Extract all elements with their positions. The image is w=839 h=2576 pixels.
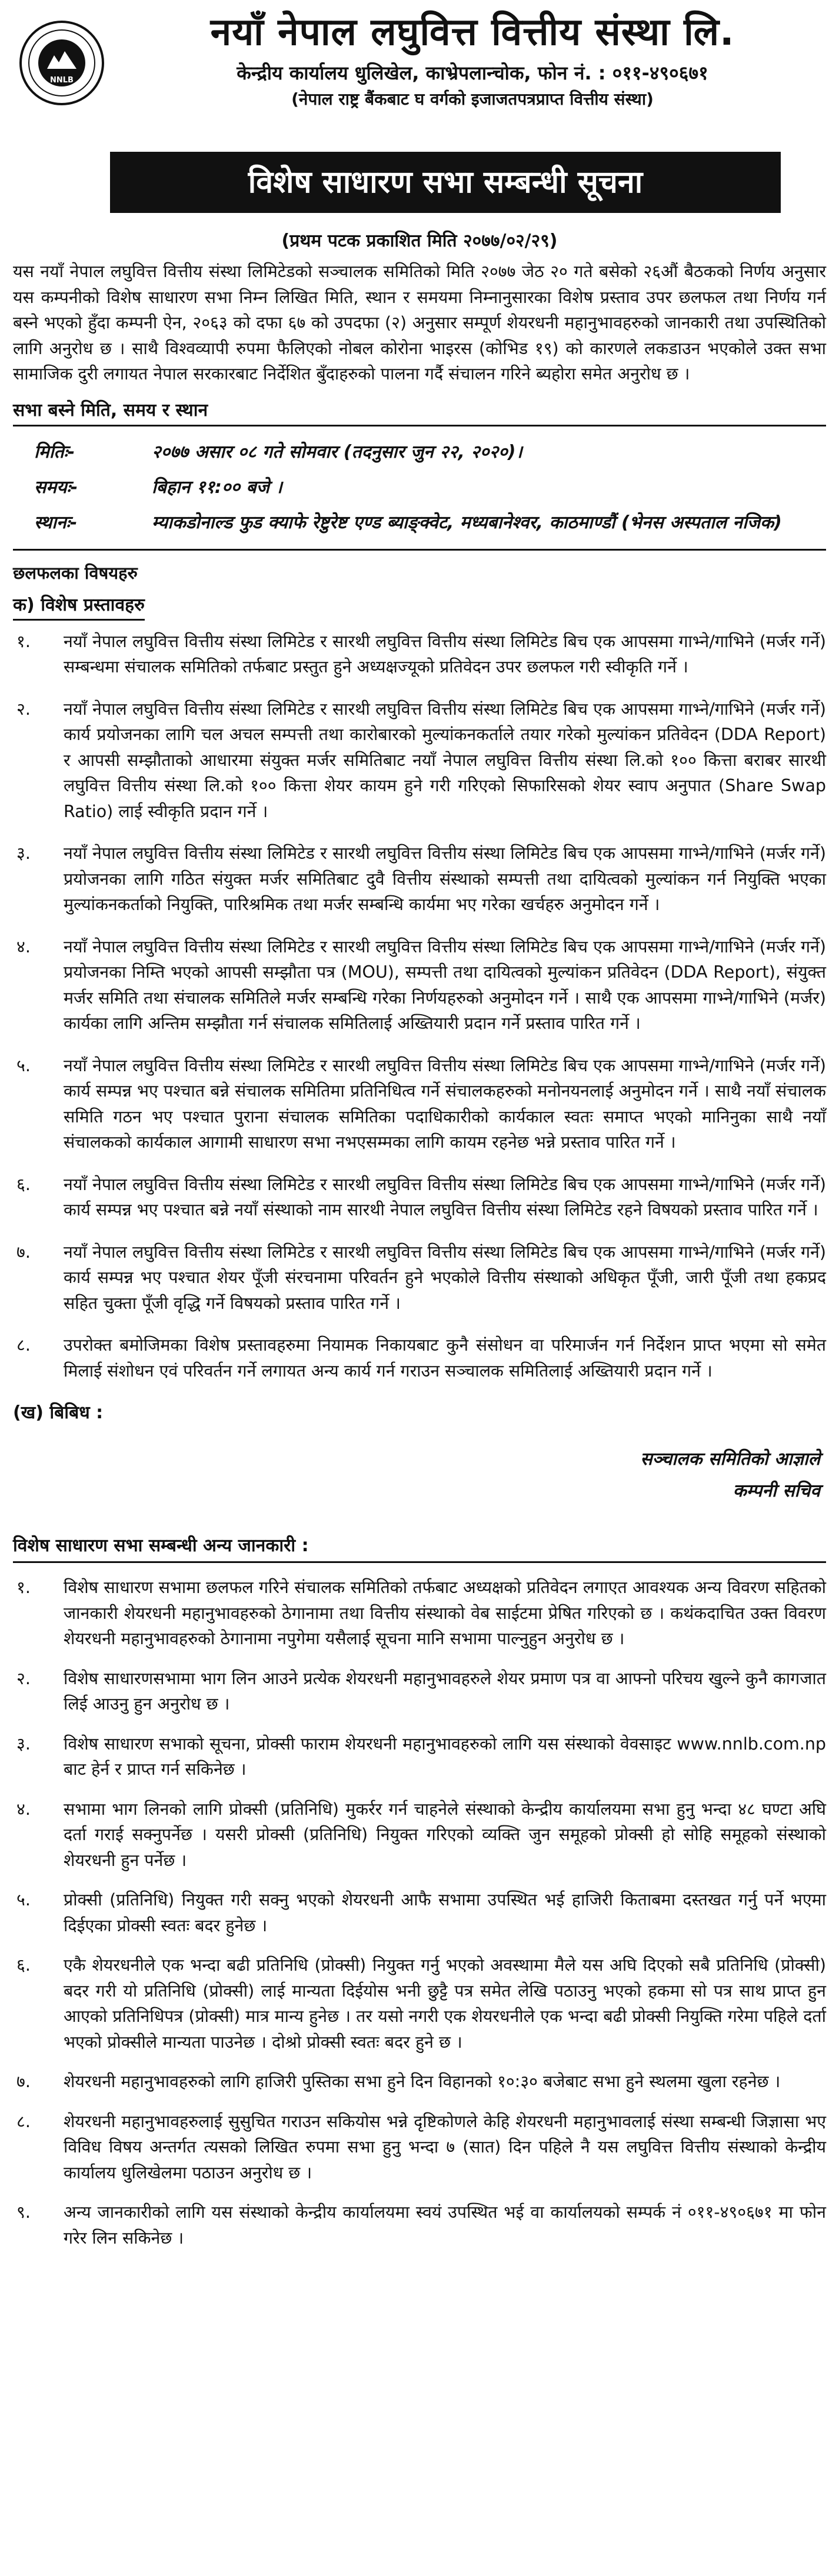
- item-text: नयाँ नेपाल लघुवित्त वित्तीय संस्था लिमिटेड र सारथी लघुवित्त वित्तीय संस्था लिमिटेड बिच एक आपसमा गाभ्ने/गाभिने (मर्जर गर्ने) कार्य सम्पन्न भए पश्चात बन्ने संचालक समितिमा प्रतिनिधित्व गर्ने संचालकहरुको मनोनयनलाई अनुमोदन गर्ने । साथै नयाँ संचालक समिति गठन भए पश्चात पुराना संचालक समितिका पदाधिकारीको कार्यकाल स्वतः समाप्त भएको मानिनुका साथै नयाँ संचालकको कार्यकाल आगामी साधारण सभा नभएसम्मका लागि कायम रहनेछ भन्ने प्रस्ताव पारित गर्ने ।: [64, 1055, 826, 1152]
- list-item: [13, 2200, 826, 2251]
- intro-paragraph: यस नयाँ नेपाल लघुवित्त वित्तीय संस्था लिमिटेडको सञ्चालक समितिको मिति २०७७ जेठ २० गते बसेको २६औं बैठकको निर्णय अनुसार यस कम्पनीको विशेष साधारण सभा निम्न लिखित मिति, स्थान र समयमा निम्नानुसारका विशेष प्रस्ताव उपर छलफल तथा निर्णय गर्न बस्ने भएको हुँदा कम्पनी ऐन, २०६३ को दफा ६७ को उपदफा (२) अनुसार सम्पूर्ण शेयरधनी महानुभावहरुको जानकारी तथा उपस्थितिको लागि अनुरोध छ । साथै विश्वव्यापी रुपमा फैलिएको नोबल कोरोना भाइरस (कोभिड १९) को कारणले लकडाउन भएकोले उक्त सभा सामाजिक दुरी लगायत नेपाल सरकारबाट निर्देशित बुँदाहरुको पालना गर्दै संचालन गरिने ब्यहोरा समेत अनुरोध छ ।: [13, 262, 826, 384]
- item-text: प्रोक्सी (प्रतिनिधि) नियुक्त गरी सक्नु भएको शेयरधनी आफै सभामा उपस्थित भई हाजिरी किताबमा दस्तखत गर्नु पर्ने भएमा दिईएका प्रोक्सी स्वतः बदर हुनेछ ।: [64, 1890, 826, 1935]
- item-text: नयाँ नेपाल लघुवित्त वित्तीय संस्था लिमिटेड र सारथी लघुवित्त वित्तीय संस्था लिमिटेड बिच एक आपसमा गाभ्ने/गाभिने (मर्जर गर्ने) कार्य सम्पन्न भए पश्चात शेयर पूँजी संरचनामा परिवर्तन हुने भएकोले वित्तीय संस्थाको अधिकृत पूँजी, जारी पूँजी तथा हकप्रद सहित चुक्ता पूँजी वृद्धि गर्ने विषयको प्रस्ताव पारित गर्ने ।: [64, 1242, 826, 1313]
- special-proposals-heading: क) विशेष प्रस्तावहरु: [13, 592, 145, 621]
- item-text: विशेष साधारण सभामा छलफल गरिने संचालक समितिको तर्फबाट अध्यक्षको प्रतिवेदन लगाएत आवश्यक अन्य विवरण सहितको जानकारी शेयरधनी महानुभावहरुको ठेगानामा तथा वित्तीय संस्थाको वेब साईटमा प्रेषित गरिएको छ । कथंकदाचित उक्त विवरण शेयरधनी महानुभावहरुको ठेगानामा नपुगेमा यसैलाई सूचना मानि सभामा पाल्नुहुन अनुरोध छ ।: [64, 1578, 826, 1648]
- list-item: [13, 1952, 826, 2055]
- item-number: ७.: [16, 2072, 31, 2091]
- other-info-list: [13, 1575, 826, 2251]
- logo-text: NNLB: [50, 76, 74, 85]
- list-item: [13, 934, 826, 1037]
- meeting-date-value: २०७७ असार ०८ गते सोमवार (तदनुसार जुन २२, २०२०)।: [152, 441, 522, 462]
- item-number: ८.: [16, 2111, 31, 2131]
- item-text: शेयरधनी महानुभावहरुको लागि हाजिरी पुस्तिका सभा हुने दिन विहानको १०:३० बजेबाट सभा हुने स्थलमा खुला रहनेछ ।: [64, 2072, 781, 2091]
- organization-logo: [18, 19, 106, 107]
- org-block: [131, 8, 814, 112]
- other-info-heading: विशेष साधारण सभा सम्बन्धी अन्य जानकारी :: [13, 1533, 826, 1563]
- list-item: [13, 1332, 826, 1384]
- list-item: [13, 2069, 826, 2095]
- item-number: ४.: [16, 937, 31, 957]
- list-item: [13, 697, 826, 825]
- item-number: २.: [16, 699, 31, 719]
- item-text: एकै शेयरधनीले एक भन्दा बढी प्रतिनिधि (प्रोक्सी) नियुक्त गर्नु भएको अवस्थामा मैले यस अघि दिएको सबै प्रतिनिधि (प्रोक्सी) बदर गरी यो प्रतिनिधि (प्रोक्सी) लाई मान्यता दिईयोस भनी छुट्टै पत्र समेत लेखि पठाउनु भएको हकमा सो पत्र साथ प्राप्त हुन आएको प्रतिनिधिपत्र (प्रोक्सी) मात्र मान्य हुनेछ । तर यसो नगरी एक शेयरधनीले एक भन्दा बढी प्रोक्सी नियुक्ति गरेमा पहिले दर्ता भएको प्रोक्सीले मान्यता पाउनेछ । दोश्रो प्रोक्सी स्वतः बदर हुने छ ।: [64, 1955, 826, 2052]
- list-item: [13, 1239, 826, 1317]
- first-published-date: (प्रथम पटक प्रकाशित मिति २०७७/०२/२९): [281, 231, 558, 251]
- meeting-details: [34, 435, 826, 541]
- item-number: ८.: [16, 1335, 31, 1355]
- org-address: केन्द्रीय कार्यालय धुलिखेल, काभ्रेपलान्चोक, फोन नं. : ०११-४९०६७१: [237, 62, 708, 84]
- item-text: नयाँ नेपाल लघुवित्त वित्तीय संस्था लिमिटेड र सारथी लघुवित्त वित्तीय संस्था लिमिटेड बिच एक आपसमा गाभ्ने/गाभिने (मर्जर गर्ने) सम्बन्धमा संचालक समितिको तर्फबाट प्रस्तुत हुने अध्यक्षज्यूको प्रतिवेदन उपर छलफल गरी स्वीकृति गर्ने ।: [64, 631, 826, 677]
- item-number: ६.: [16, 1955, 31, 1975]
- item-number: १.: [16, 1578, 31, 1597]
- meeting-heading: सभा बस्ने मिति, समय र स्थान: [13, 398, 826, 426]
- signoff-order: सञ्चालक समितिको आज्ञाले: [640, 1449, 820, 1469]
- signoff-secretary: कम्पनी सचिव: [733, 1481, 820, 1501]
- item-number: ३.: [16, 844, 31, 863]
- divider: [13, 549, 826, 551]
- item-number: ९.: [16, 2202, 31, 2222]
- item-text: विशेष साधारण सभाको सूचना, प्रोक्सी फाराम शेयरधनी महानुभावहरुको लागि यस संस्थाको वेवसाइट www.nnlb.com.np बाट हेर्न र प्राप्त गर्न सकिनेछ ।: [64, 1734, 826, 1779]
- item-text: शेयरधनी महानुभावहरुलाई सुसुचित गराउन सकियोस भन्ने दृष्टिकोणले केहि शेयरधनी महानुभावलाई संस्था सम्बन्धी जिज्ञासा भए विविध विषय अन्तर्गत त्यसको लिखित रुपमा सभा हुनु भन्दा ७ (सात) दिन पहिले नै यस लघुवित्त वित्तीय संस्थाको केन्द्रीय कार्यालय धुलिखेलमा पठाउन अनुरोध छ ।: [64, 2111, 826, 2182]
- list-item: [13, 2109, 826, 2186]
- item-number: ४.: [16, 1799, 31, 1819]
- item-number: ६.: [16, 1174, 31, 1194]
- item-text: नयाँ नेपाल लघुवित्त वित्तीय संस्था लिमिटेड र सारथी लघुवित्त वित्तीय संस्था लिमिटेड बिच एक आपसमा गाभ्ने/गाभिने (मर्जर गर्ने) प्रयोजनका लागि गठित संयुक्त मर्जर समितिबाट दुवै वित्तीय संस्थाको सम्पत्ती तथा दायित्वको मुल्यांकन गर्न नियुक्ति भएका मुल्यांकनकर्ताको नियुक्ति, पारिश्रमिक तथा मर्जर सम्बन्धि कार्यमा भए गरेका खर्चहरु अनुमोदन गर्ने ।: [64, 844, 826, 914]
- list-item: [13, 1575, 826, 1652]
- meeting-place-row: [34, 505, 826, 541]
- agenda-heading: छलफलका विषयहरु: [13, 562, 138, 583]
- item-text: अन्य जानकारीको लागि यस संस्थाको केन्द्रीय कार्यालयमा स्वयं उपस्थित भई वा कार्यालयको सम्पर्क नं ०११-४९०६७१ मा फोन गरेर लिन सकिनेछ ।: [64, 2202, 826, 2248]
- org-name: नयाँ नेपाल लघुवित्त वित्तीय संस्था लि.: [210, 11, 735, 54]
- meeting-date-label: मितिः-: [34, 441, 75, 462]
- meeting-place-label: स्थानः-: [34, 512, 78, 533]
- special-proposals-list: [13, 629, 826, 1384]
- meeting-time-label: समयः-: [34, 476, 78, 498]
- item-text: नयाँ नेपाल लघुवित्त वित्तीय संस्था लिमिटेड र सारथी लघुवित्त वित्तीय संस्था लिमिटेड बिच एक आपसमा गाभ्ने/गाभिने (मर्जर गर्ने) कार्य प्रयोजनका लागि चल अचल सम्पत्ती तथा कारोबारको मुल्यांकनकर्ताले तयार गरेको मुल्यांकन प्रतिवेदन (DDA Report) र आपसी सम्झौताको आधारमा संयुक्त मर्जर समितिबाट नयाँ नेपाल लघुवित्त वित्तीय संस्था लि.को १०० कित्ता बराबर सारथी लघुवित्त वित्तीय संस्था लि.को १०० कित्ता शेयर कायम हुने गरी गरिएको सिफारिसको शेयर स्वाप अनुपात (Share Swap Ratio) लाई स्वीकृति प्रदान गर्ने ।: [64, 699, 826, 821]
- list-item: [13, 1887, 826, 1938]
- meeting-place-value: म्याकडोनाल्ड फुड क्याफे रेष्टुरेष्ट एण्ड ब्याङ्क्वेट, मध्यबानेश्वर, काठमाण्डौं (भेनस अस्पताल नजिक): [152, 512, 782, 533]
- item-number: ३.: [16, 1734, 31, 1754]
- item-text: विशेष साधारणसभामा भाग लिन आउने प्रत्येक शेयरधनी महानुभावहरुले शेयर प्रमाण पत्र वा आफ्नो परिचय खुल्ने कुनै कागजात लिई आउनु हुन अनुरोध छ ।: [64, 1668, 826, 1714]
- list-item: [13, 1666, 826, 1717]
- meeting-date-row: [34, 435, 826, 470]
- item-text: सभामा भाग लिनको लागि प्रोक्सी (प्रतिनिधि) मुकर्रर गर्न चाहनेले संस्थाको केन्द्रीय कार्यालयमा सभा हुनु भन्दा ४८ घण्टा अघि दर्ता गराई सक्नुपर्नेछ । यसरी प्रोक्सी (प्रतिनिधि) नियुक्त गरिएको व्यक्ति जुन समूहको प्रोक्सी हो सोहि समूहको संस्थाको शेयरधनी हुन पर्नेछ ।: [64, 1799, 826, 1870]
- list-item: [13, 1053, 826, 1155]
- license-note: (नेपाल राष्ट्र बैंकबाट घ वर्गको इजाजतपत्रप्राप्त वित्तीय संस्था): [291, 89, 654, 109]
- signoff: [13, 1444, 826, 1507]
- notice-title: विशेष साधारण सभा सम्बन्धी सूचना: [110, 152, 781, 213]
- list-item: [13, 1797, 826, 1874]
- list-item: [13, 1172, 826, 1223]
- item-number: १.: [16, 631, 31, 651]
- header: [13, 8, 826, 144]
- item-number: ५.: [16, 1055, 31, 1075]
- list-item: [13, 629, 826, 680]
- list-item: [13, 1731, 826, 1782]
- item-text: उपरोक्त बमोजिमका विशेष प्रस्तावहरुमा नियामक निकायबाट कुनै संसोधन वा परिमार्जन गर्न निर्देशन प्राप्त भएमा सो समेत मिलाई संशोधन एवं परिवर्तन गर्ने लगायत अन्य कार्य गर्न गराउन सञ्चालक समितिलाई अख्तियारी प्रदान गर्ने ।: [64, 1335, 826, 1381]
- list-item: [13, 841, 826, 918]
- item-text: नयाँ नेपाल लघुवित्त वित्तीय संस्था लिमिटेड र सारथी लघुवित्त वित्तीय संस्था लिमिटेड बिच एक आपसमा गाभ्ने/गाभिने (मर्जर गर्ने) प्रयोजनका निम्ति भएको आपसी सम्झौता पत्र (MOU), सम्पत्ती तथा दायित्वको मुल्यांकन प्रतिवेदन (DDA Report), संयुक्त मर्जर समिति तथा संचालक समितिले मर्जर सम्बन्धि गरेका निर्णयहरुको अनुमोदन गर्ने । साथै एक आपसमा गाभ्ने/गाभिने (मर्जर) कार्यका लागि अन्तिम सम्झौता गर्न संचालक समितिलाई अख्तियारी प्रदान गर्ने प्रस्ताव पारित गर्ने ।: [64, 937, 826, 1033]
- item-number: ७.: [16, 1242, 31, 1262]
- meeting-time-row: [34, 470, 826, 505]
- item-number: ५.: [16, 1890, 31, 1909]
- item-number: २.: [16, 1668, 31, 1688]
- misc-heading: (ख) बिबिध :: [13, 1402, 104, 1423]
- meeting-time-value: बिहान ११:०० बजे ।: [152, 476, 282, 498]
- item-text: नयाँ नेपाल लघुवित्त वित्तीय संस्था लिमिटेड र सारथी लघुवित्त वित्तीय संस्था लिमिटेड बिच एक आपसमा गाभ्ने/गाभिने (मर्जर गर्ने) कार्य सम्पन्न भए पश्चात बन्ने नयाँ संस्थाको नाम सारथी नेपाल लघुवित्त वित्तीय संस्था लिमिटेड रहने विषयको प्रस्ताव पारित गर्ने ।: [64, 1174, 826, 1219]
